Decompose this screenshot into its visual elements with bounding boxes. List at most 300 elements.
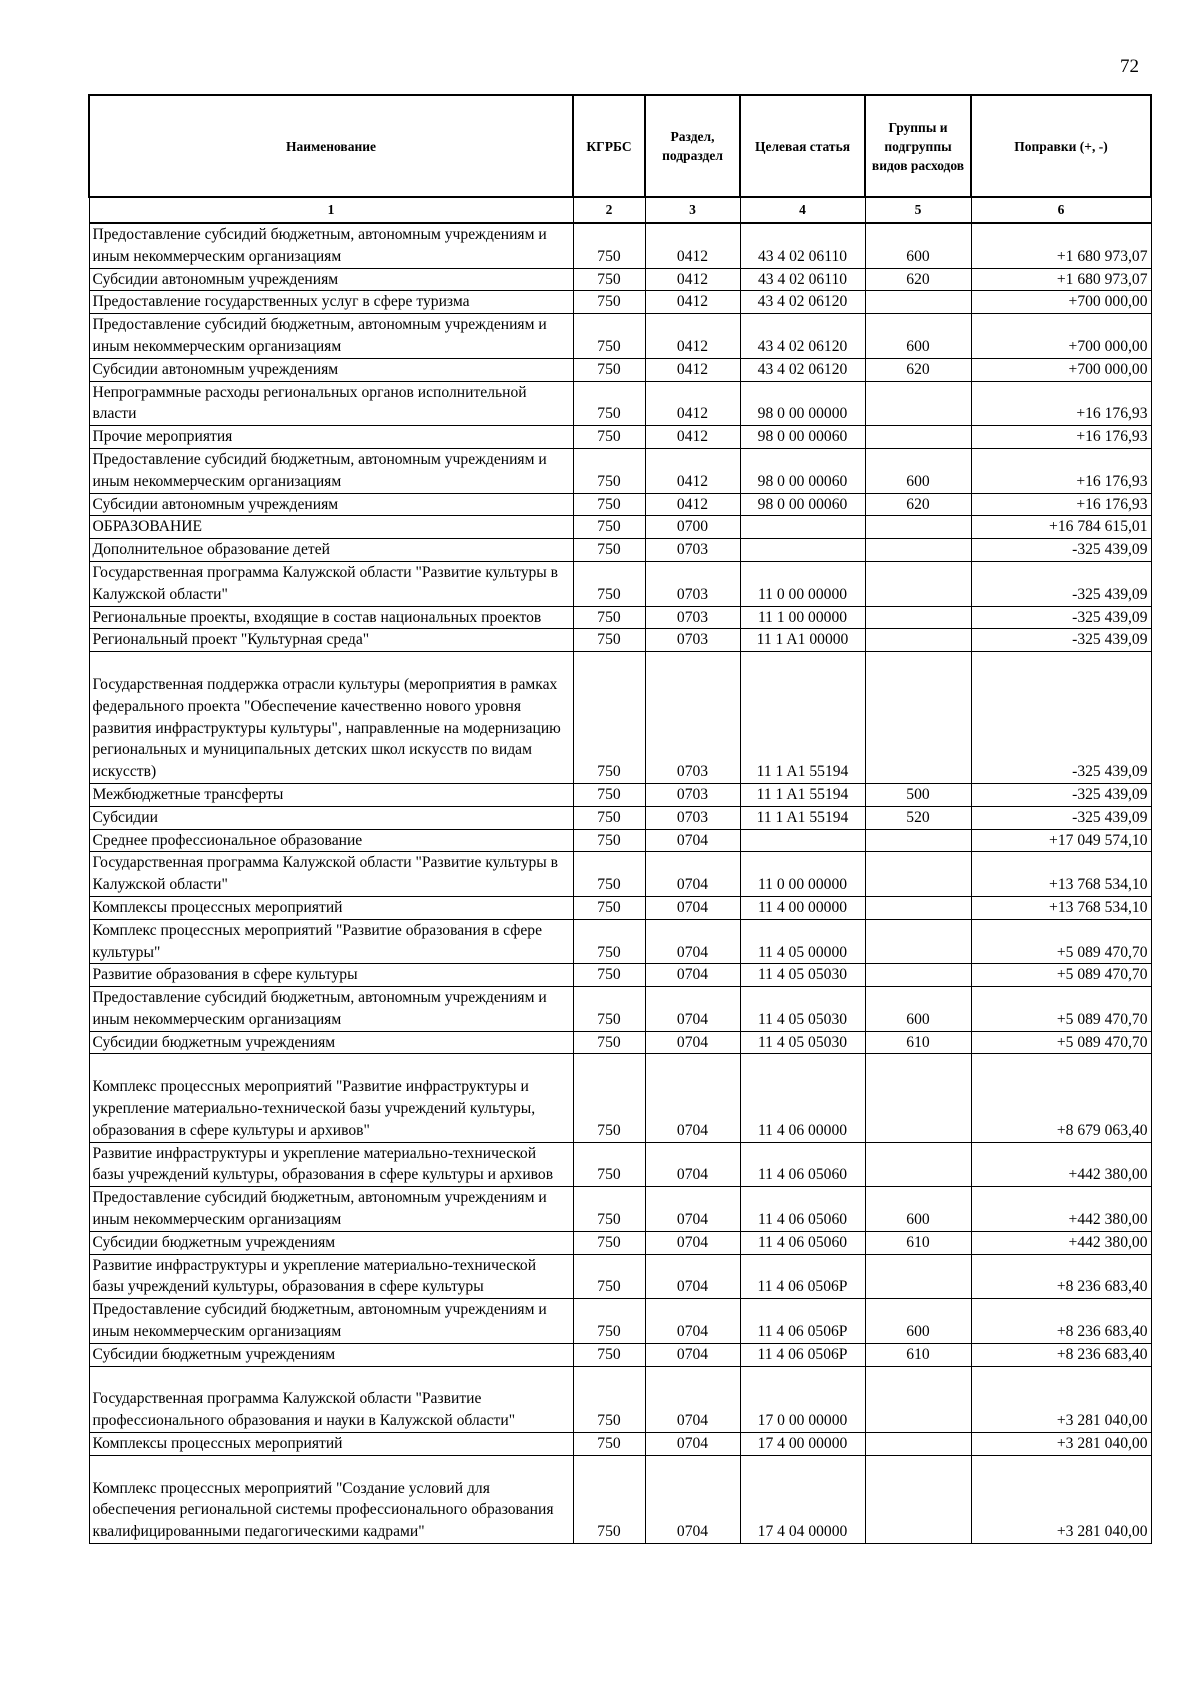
cell-kgrbs bbox=[573, 223, 645, 268]
cell-amount bbox=[971, 1031, 1151, 1054]
cell-razdel bbox=[645, 223, 740, 268]
cell-kgrbs bbox=[573, 381, 645, 426]
budget-amendments-table bbox=[88, 94, 1152, 1544]
cell-name-text: Среднее профессиональное образование bbox=[92, 831, 363, 849]
cell-amount-text: -325 439,09 bbox=[1072, 808, 1148, 826]
cell-expense-group-text: 620 bbox=[906, 495, 930, 513]
cell-target-article bbox=[740, 314, 865, 359]
cell-target-article bbox=[740, 426, 865, 449]
cell-amount bbox=[971, 268, 1151, 291]
cell-expense-group bbox=[865, 448, 971, 493]
cell-name bbox=[89, 268, 573, 291]
table-row bbox=[89, 493, 1151, 516]
cell-kgrbs bbox=[573, 896, 645, 919]
cell-name bbox=[89, 291, 573, 314]
cell-amount-text: +5 089 470,70 bbox=[1056, 1033, 1148, 1051]
cell-target-article-text: 17 0 00 00000 bbox=[757, 1412, 848, 1430]
cell-target-article bbox=[740, 493, 865, 516]
cell-name-text: Комплекс процессных мероприятий "Создание условий для обеспечения региональной системы профессионального образования квалифицированными педагогическими кадрами" bbox=[92, 1479, 554, 1541]
cell-kgrbs-text: 750 bbox=[597, 337, 621, 355]
cell-name-text: Субсидии автономным учреждениям bbox=[92, 270, 339, 288]
cell-amount-text: +1 680 973,07 bbox=[1056, 247, 1148, 265]
cell-kgrbs-text: 750 bbox=[597, 472, 621, 490]
cell-kgrbs-text: 750 bbox=[597, 585, 621, 603]
cell-razdel bbox=[645, 314, 740, 359]
cell-name bbox=[89, 806, 573, 829]
cell-target-article-text: 11 1 A1 00000 bbox=[756, 631, 849, 649]
cell-amount-text: +16 176,93 bbox=[1076, 405, 1148, 423]
cell-name-text: Предоставление субсидий бюджетным, автономным учреждениям и иным некоммерческим организациям bbox=[92, 450, 547, 490]
cell-razdel-text: 0412 bbox=[676, 472, 709, 490]
cell-name bbox=[89, 919, 573, 964]
table-row bbox=[89, 358, 1151, 381]
cell-expense-group bbox=[865, 829, 971, 852]
cell-target-article bbox=[740, 539, 865, 562]
cell-razdel-text: 0704 bbox=[676, 1345, 709, 1363]
cell-amount bbox=[971, 1366, 1151, 1432]
cell-razdel-text: 0703 bbox=[676, 541, 709, 559]
cell-target-article-text: 17 4 04 00000 bbox=[757, 1523, 848, 1541]
cell-expense-group bbox=[865, 381, 971, 426]
cell-razdel bbox=[645, 1142, 740, 1187]
cell-target-article-text: 43 4 02 06120 bbox=[757, 293, 848, 311]
cell-amount-text: +3 281 040,00 bbox=[1056, 1523, 1148, 1541]
cell-kgrbs-text: 750 bbox=[597, 360, 621, 378]
cell-razdel-text: 0703 bbox=[676, 808, 709, 826]
cell-name-text: Государственная программа Калужской области "Развитие культуры в Калужской области" bbox=[92, 854, 559, 894]
cell-kgrbs bbox=[573, 606, 645, 629]
table-row bbox=[89, 314, 1151, 359]
cell-razdel bbox=[645, 1299, 740, 1344]
cell-amount-text: +700 000,00 bbox=[1068, 337, 1148, 355]
column-number: 3 bbox=[645, 197, 740, 223]
cell-razdel bbox=[645, 268, 740, 291]
table-row bbox=[89, 1455, 1151, 1543]
cell-amount-text: +700 000,00 bbox=[1068, 293, 1148, 311]
table-row bbox=[89, 919, 1151, 964]
cell-amount-text: +5 089 470,70 bbox=[1056, 943, 1148, 961]
header-tsel: Целевая статья bbox=[740, 95, 865, 197]
cell-target-article-text: 98 0 00 00060 bbox=[757, 428, 848, 446]
cell-target-article bbox=[740, 268, 865, 291]
cell-amount-text: +700 000,00 bbox=[1068, 360, 1148, 378]
cell-target-article-text: 11 1 00 00000 bbox=[757, 608, 848, 626]
cell-target-article bbox=[740, 291, 865, 314]
cell-razdel bbox=[645, 987, 740, 1032]
cell-name-text: Субсидии bbox=[92, 808, 158, 826]
cell-razdel-text: 0703 bbox=[676, 585, 709, 603]
cell-target-article-text: 11 4 06 05060 bbox=[757, 1166, 848, 1184]
cell-target-article bbox=[740, 852, 865, 897]
cell-amount bbox=[971, 1455, 1151, 1543]
cell-amount bbox=[971, 1231, 1151, 1254]
cell-kgrbs bbox=[573, 629, 645, 652]
cell-name-text: Дополнительное образование детей bbox=[92, 541, 330, 559]
cell-name-text: Государственная программа Калужской области "Развитие культуры в Калужской области" bbox=[92, 563, 559, 603]
cell-expense-group bbox=[865, 291, 971, 314]
cell-razdel-text: 0704 bbox=[676, 1233, 709, 1251]
cell-expense-group bbox=[865, 1455, 971, 1543]
cell-expense-group-text: 620 bbox=[906, 360, 930, 378]
cell-expense-group bbox=[865, 783, 971, 806]
cell-amount bbox=[971, 516, 1151, 539]
cell-name bbox=[89, 1299, 573, 1344]
cell-amount bbox=[971, 561, 1151, 606]
cell-name-text: Комплексы процессных мероприятий bbox=[92, 1435, 343, 1453]
cell-name-text: ОБРАЗОВАНИЕ bbox=[92, 518, 203, 536]
cell-amount bbox=[971, 806, 1151, 829]
table-row bbox=[89, 561, 1151, 606]
cell-razdel-text: 0704 bbox=[676, 876, 709, 894]
cell-amount-text: +13 768 534,10 bbox=[1049, 876, 1148, 894]
cell-kgrbs-text: 750 bbox=[597, 1233, 621, 1251]
cell-amount-text: +442 380,00 bbox=[1068, 1166, 1148, 1184]
cell-amount bbox=[971, 1142, 1151, 1187]
cell-kgrbs-text: 750 bbox=[597, 270, 621, 288]
cell-amount bbox=[971, 223, 1151, 268]
cell-target-article bbox=[740, 1433, 865, 1456]
table-row bbox=[89, 1343, 1151, 1366]
cell-kgrbs bbox=[573, 1433, 645, 1456]
cell-target-article-text: 43 4 02 06110 bbox=[757, 270, 848, 288]
cell-razdel-text: 0704 bbox=[676, 1435, 709, 1453]
cell-name bbox=[89, 1142, 573, 1187]
cell-target-article-text: 98 0 00 00060 bbox=[757, 495, 848, 513]
cell-name bbox=[89, 1254, 573, 1299]
cell-name-text: Региональные проекты, входящие в состав национальных проектов bbox=[92, 608, 542, 626]
cell-kgrbs bbox=[573, 1254, 645, 1299]
cell-amount bbox=[971, 1433, 1151, 1456]
cell-target-article bbox=[740, 358, 865, 381]
cell-expense-group-text: 600 bbox=[906, 337, 930, 355]
cell-expense-group-text: 600 bbox=[906, 1211, 930, 1229]
cell-kgrbs bbox=[573, 358, 645, 381]
cell-razdel-text: 0412 bbox=[676, 495, 709, 513]
cell-razdel-text: 0704 bbox=[676, 1211, 709, 1229]
cell-name-text: Государственная программа Калужской области "Развитие профессионального образования и науки в Калужской области" bbox=[92, 1390, 516, 1430]
cell-razdel bbox=[645, 1366, 740, 1432]
cell-amount bbox=[971, 493, 1151, 516]
cell-amount bbox=[971, 291, 1151, 314]
cell-amount-text: +442 380,00 bbox=[1068, 1233, 1148, 1251]
cell-kgrbs bbox=[573, 1343, 645, 1366]
cell-razdel bbox=[645, 561, 740, 606]
cell-expense-group bbox=[865, 358, 971, 381]
header-kgrbs: КГРБС bbox=[573, 95, 645, 197]
cell-name-text: Предоставление субсидий бюджетным, автономным учреждениям и иным некоммерческим организациям bbox=[92, 316, 547, 355]
cell-kgrbs bbox=[573, 1455, 645, 1543]
table-row bbox=[89, 516, 1151, 539]
cell-kgrbs bbox=[573, 448, 645, 493]
cell-kgrbs-text: 750 bbox=[597, 1435, 621, 1453]
cell-expense-group-text: 610 bbox=[906, 1233, 930, 1251]
cell-name-text: Субсидии бюджетным учреждениям bbox=[92, 1233, 336, 1251]
cell-razdel bbox=[645, 783, 740, 806]
cell-expense-group bbox=[865, 1054, 971, 1142]
cell-expense-group bbox=[865, 426, 971, 449]
cell-name bbox=[89, 896, 573, 919]
cell-razdel bbox=[645, 852, 740, 897]
cell-target-article bbox=[740, 1254, 865, 1299]
cell-kgrbs-text: 750 bbox=[597, 831, 621, 849]
cell-name-text: Прочие мероприятия bbox=[92, 428, 233, 446]
cell-target-article bbox=[740, 1343, 865, 1366]
cell-razdel bbox=[645, 448, 740, 493]
cell-target-article-text: 11 4 05 05030 bbox=[757, 1010, 848, 1028]
cell-target-article bbox=[740, 1187, 865, 1232]
cell-amount bbox=[971, 606, 1151, 629]
cell-name-text: Развитие образования в сфере культуры bbox=[92, 966, 358, 984]
cell-expense-group bbox=[865, 1433, 971, 1456]
cell-razdel bbox=[645, 1031, 740, 1054]
cell-name bbox=[89, 964, 573, 987]
table-row bbox=[89, 1299, 1151, 1344]
cell-name-text: Комплекс процессных мероприятий "Развитие образования в сфере культуры" bbox=[92, 921, 543, 961]
cell-kgrbs-text: 750 bbox=[597, 1033, 621, 1051]
cell-name-text: Субсидии бюджетным учреждениям bbox=[92, 1033, 336, 1051]
cell-razdel bbox=[645, 1054, 740, 1142]
cell-kgrbs bbox=[573, 561, 645, 606]
cell-kgrbs-text: 750 bbox=[597, 1121, 621, 1139]
cell-target-article bbox=[740, 1366, 865, 1432]
cell-razdel-text: 0704 bbox=[676, 1121, 709, 1139]
cell-kgrbs-text: 750 bbox=[597, 405, 621, 423]
cell-target-article-text: 11 4 06 00000 bbox=[757, 1121, 848, 1139]
table-row bbox=[89, 1142, 1151, 1187]
cell-amount-text: +1 680 973,07 bbox=[1056, 270, 1148, 288]
cell-expense-group-text: 600 bbox=[906, 1010, 930, 1028]
cell-razdel bbox=[645, 516, 740, 539]
cell-kgrbs bbox=[573, 1054, 645, 1142]
cell-amount bbox=[971, 1299, 1151, 1344]
cell-kgrbs-text: 750 bbox=[597, 966, 621, 984]
cell-amount bbox=[971, 1343, 1151, 1366]
cell-razdel-text: 0412 bbox=[676, 405, 709, 423]
cell-razdel-text: 0412 bbox=[676, 247, 709, 265]
cell-expense-group bbox=[865, 987, 971, 1032]
table-row bbox=[89, 1187, 1151, 1232]
cell-target-article bbox=[740, 964, 865, 987]
cell-kgrbs-text: 750 bbox=[597, 1523, 621, 1541]
cell-name-text: Предоставление субсидий бюджетным, автономным учреждениям и иным некоммерческим организациям bbox=[92, 989, 547, 1028]
cell-name bbox=[89, 1366, 573, 1432]
cell-name bbox=[89, 1433, 573, 1456]
cell-amount-text: -325 439,09 bbox=[1072, 631, 1148, 649]
cell-kgrbs bbox=[573, 652, 645, 784]
cell-razdel bbox=[645, 606, 740, 629]
cell-amount-text: +3 281 040,00 bbox=[1056, 1412, 1148, 1430]
cell-expense-group bbox=[865, 1343, 971, 1366]
cell-amount bbox=[971, 1187, 1151, 1232]
cell-razdel-text: 0704 bbox=[676, 1010, 709, 1028]
cell-kgrbs-text: 750 bbox=[597, 943, 621, 961]
cell-amount-text: -325 439,09 bbox=[1072, 608, 1148, 626]
cell-razdel-text: 0704 bbox=[676, 1323, 709, 1341]
table-row bbox=[89, 1031, 1151, 1054]
cell-expense-group bbox=[865, 223, 971, 268]
table-row bbox=[89, 829, 1151, 852]
cell-kgrbs bbox=[573, 1366, 645, 1432]
cell-target-article-text: 17 4 00 00000 bbox=[757, 1435, 848, 1453]
cell-amount-text: +3 281 040,00 bbox=[1056, 1435, 1148, 1453]
cell-kgrbs-text: 750 bbox=[597, 1010, 621, 1028]
cell-kgrbs-text: 750 bbox=[597, 541, 621, 559]
cell-razdel bbox=[645, 829, 740, 852]
cell-kgrbs-text: 750 bbox=[597, 785, 621, 803]
header-amount: Поправки (+, -) bbox=[971, 95, 1151, 197]
header-vid: Группы и подгруппы видов расходов bbox=[865, 95, 971, 197]
cell-target-article bbox=[740, 829, 865, 852]
cell-name-text: Комплексы процессных мероприятий bbox=[92, 898, 343, 916]
cell-amount-text: +442 380,00 bbox=[1068, 1211, 1148, 1229]
cell-name-text: Комплекс процессных мероприятий "Развитие инфраструктуры и укрепление материально-технической базы учреждений культуры, образования в сфере культуры и архивов" bbox=[92, 1078, 536, 1139]
column-number: 4 bbox=[740, 197, 865, 223]
cell-razdel-text: 0412 bbox=[676, 428, 709, 446]
cell-kgrbs bbox=[573, 426, 645, 449]
cell-kgrbs bbox=[573, 539, 645, 562]
cell-target-article-text: 11 4 05 05030 bbox=[757, 966, 848, 984]
cell-target-article-text: 11 4 05 05030 bbox=[757, 1033, 848, 1051]
cell-target-article-text: 11 4 06 05060 bbox=[757, 1233, 848, 1251]
cell-name bbox=[89, 606, 573, 629]
cell-kgrbs-text: 750 bbox=[597, 518, 621, 536]
cell-target-article bbox=[740, 1031, 865, 1054]
cell-amount bbox=[971, 652, 1151, 784]
cell-target-article bbox=[740, 919, 865, 964]
cell-expense-group bbox=[865, 1299, 971, 1344]
cell-kgrbs bbox=[573, 493, 645, 516]
cell-target-article bbox=[740, 516, 865, 539]
cell-target-article-text: 11 4 06 0506Р bbox=[757, 1278, 848, 1296]
cell-kgrbs-text: 750 bbox=[597, 808, 621, 826]
cell-kgrbs bbox=[573, 987, 645, 1032]
cell-name bbox=[89, 783, 573, 806]
cell-razdel bbox=[645, 381, 740, 426]
cell-razdel bbox=[645, 493, 740, 516]
cell-expense-group-text: 600 bbox=[906, 247, 930, 265]
cell-expense-group bbox=[865, 629, 971, 652]
cell-razdel bbox=[645, 1433, 740, 1456]
cell-name-text: Предоставление субсидий бюджетным, автономным учреждениям и иным некоммерческим организациям bbox=[92, 1189, 547, 1229]
cell-target-article-text: 98 0 00 00060 bbox=[757, 472, 848, 490]
cell-amount-text: +8 236 683,40 bbox=[1056, 1278, 1148, 1296]
cell-name-text: Субсидии автономным учреждениям bbox=[92, 360, 339, 378]
cell-target-article-text: 11 4 00 00000 bbox=[757, 898, 848, 916]
cell-kgrbs bbox=[573, 829, 645, 852]
table-row bbox=[89, 1254, 1151, 1299]
cell-name-text: Региональный проект "Культурная среда" bbox=[92, 631, 370, 649]
cell-razdel-text: 0703 bbox=[676, 763, 709, 781]
cell-razdel-text: 0703 bbox=[676, 631, 709, 649]
cell-amount-text: -325 439,09 bbox=[1072, 763, 1148, 781]
cell-name bbox=[89, 1231, 573, 1254]
table-row bbox=[89, 539, 1151, 562]
cell-razdel bbox=[645, 806, 740, 829]
cell-razdel-text: 0704 bbox=[676, 1033, 709, 1051]
cell-amount bbox=[971, 964, 1151, 987]
table-row bbox=[89, 1433, 1151, 1456]
cell-kgrbs-text: 750 bbox=[597, 1412, 621, 1430]
cell-kgrbs-text: 750 bbox=[597, 1323, 621, 1341]
cell-kgrbs bbox=[573, 1031, 645, 1054]
cell-name bbox=[89, 426, 573, 449]
page-number: 72 bbox=[1120, 56, 1139, 77]
cell-razdel bbox=[645, 1343, 740, 1366]
cell-expense-group-text: 500 bbox=[906, 785, 930, 803]
cell-kgrbs-text: 750 bbox=[597, 876, 621, 894]
cell-razdel-text: 0703 bbox=[676, 608, 709, 626]
cell-kgrbs bbox=[573, 1231, 645, 1254]
cell-name bbox=[89, 539, 573, 562]
cell-target-article bbox=[740, 223, 865, 268]
table-row bbox=[89, 381, 1151, 426]
cell-target-article-text: 11 4 06 0506Р bbox=[757, 1345, 848, 1363]
cell-kgrbs bbox=[573, 919, 645, 964]
cell-razdel-text: 0704 bbox=[676, 966, 709, 984]
cell-name bbox=[89, 1054, 573, 1142]
cell-kgrbs-text: 750 bbox=[597, 293, 621, 311]
cell-kgrbs bbox=[573, 516, 645, 539]
cell-target-article bbox=[740, 1231, 865, 1254]
cell-kgrbs-text: 750 bbox=[597, 898, 621, 916]
table-row bbox=[89, 223, 1151, 268]
cell-target-article bbox=[740, 381, 865, 426]
cell-amount-text: -325 439,09 bbox=[1072, 785, 1148, 803]
cell-amount-text: +8 679 063,40 bbox=[1056, 1121, 1148, 1139]
table-row bbox=[89, 852, 1151, 897]
cell-razdel bbox=[645, 1187, 740, 1232]
cell-kgrbs-text: 750 bbox=[597, 1345, 621, 1363]
cell-kgrbs bbox=[573, 1299, 645, 1344]
cell-razdel bbox=[645, 1455, 740, 1543]
cell-name-text: Государственная поддержка отрасли культуры (мероприятия в рамках федерального проекта "Обеспечение качественно нового уровня развития инфраструктуры культуры", направленные на модернизацию региональных и муниципальных детских школ искусств по видам искусств) bbox=[92, 675, 561, 781]
cell-target-article-text: 98 0 00 00000 bbox=[757, 405, 848, 423]
cell-name bbox=[89, 1455, 573, 1543]
cell-expense-group bbox=[865, 314, 971, 359]
cell-name-text: Субсидии бюджетным учреждениям bbox=[92, 1345, 336, 1363]
cell-name-text: Предоставление субсидий бюджетным, автономным учреждениям и иным некоммерческим организациям bbox=[92, 1301, 547, 1341]
cell-name bbox=[89, 358, 573, 381]
cell-target-article bbox=[740, 1455, 865, 1543]
cell-razdel bbox=[645, 1254, 740, 1299]
cell-target-article bbox=[740, 448, 865, 493]
cell-expense-group-text: 610 bbox=[906, 1033, 930, 1051]
cell-amount bbox=[971, 987, 1151, 1032]
cell-name bbox=[89, 629, 573, 652]
cell-target-article bbox=[740, 561, 865, 606]
cell-target-article-text: 11 1 A1 55194 bbox=[756, 763, 849, 781]
cell-name bbox=[89, 852, 573, 897]
cell-kgrbs-text: 750 bbox=[597, 1211, 621, 1229]
cell-amount-text: +16 176,93 bbox=[1076, 428, 1148, 446]
cell-razdel-text: 0412 bbox=[676, 337, 709, 355]
cell-amount bbox=[971, 314, 1151, 359]
table-row bbox=[89, 783, 1151, 806]
cell-kgrbs bbox=[573, 1142, 645, 1187]
cell-razdel-text: 0704 bbox=[676, 1278, 709, 1296]
table-row bbox=[89, 448, 1151, 493]
cell-kgrbs bbox=[573, 806, 645, 829]
table-row bbox=[89, 896, 1151, 919]
cell-kgrbs bbox=[573, 291, 645, 314]
cell-amount-text: +16 176,93 bbox=[1076, 472, 1148, 490]
table-header-row bbox=[89, 95, 1151, 197]
cell-razdel-text: 0704 bbox=[676, 943, 709, 961]
cell-amount bbox=[971, 852, 1151, 897]
cell-amount-text: +16 784 615,01 bbox=[1049, 518, 1148, 536]
cell-target-article bbox=[740, 783, 865, 806]
column-number: 1 bbox=[89, 197, 573, 223]
